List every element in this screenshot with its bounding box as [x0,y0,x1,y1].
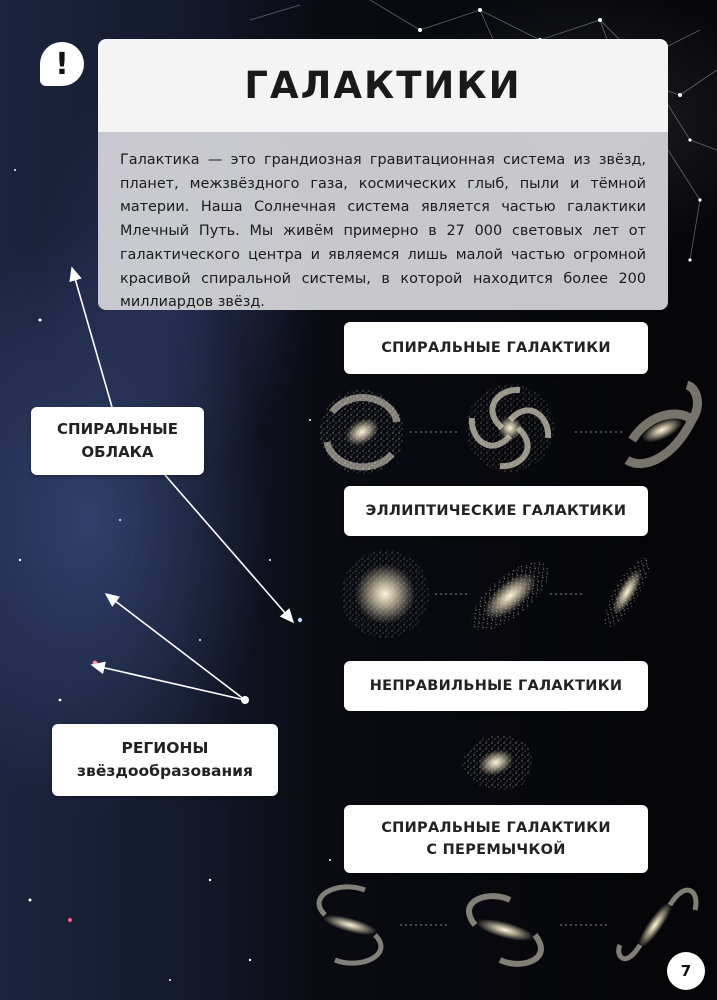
page-number: 7 [667,952,705,990]
irregular-galaxies-text: НЕПРАВИЛЬНЫЕ ГАЛАКТИКИ [369,678,623,694]
spiral-galaxies-label [344,322,648,374]
arrow-origin-dot [241,696,249,704]
regions-label-line1: РЕГИОНЫ [121,739,209,757]
clouds-label-line2: ОБЛАКА [81,443,154,461]
spiral-galaxies-text: СПИРАЛЬНЫЕ ГАЛАКТИКИ [381,340,611,356]
spiral-clouds-label [31,407,204,475]
barred-label-line2: С ПЕРЕМЫЧКОЙ [426,842,566,858]
exclamation-icon: ! [40,42,84,86]
annotation-arrows [72,268,293,700]
barred-label-line1: СПИРАЛЬНЫЕ ГАЛАКТИКИ [381,820,611,836]
barred-spiral-galaxies-label [344,805,648,873]
regions-label-line2: звёздообразования [77,762,253,780]
elliptical-galaxies-label [344,486,648,536]
intro-text: Галактика — это грандиозная гравитационная система из звёзд, планет, межзвёздного газа, космических глыб, пыли и тёмной материи. Наша Солнечная система является частью галактики Млечный Путь. Мы живём примерно в 27 000 световых лет от галактического центра и являемся лишь малой частью огромной красивой спиральной системы, в которой находится более 200 миллиардов звёзд. [120,152,646,311]
page-title: ГАЛАКТИКИ [244,64,522,107]
clouds-label-line1: СПИРАЛЬНЫЕ [57,420,178,438]
intro-panel [98,132,668,310]
elliptical-galaxies-text: ЭЛЛИПТИЧЕСКИЕ ГАЛАКТИКИ [365,503,627,519]
irregular-galaxies-label [344,661,648,711]
star-formation-regions-label [52,724,278,796]
title-panel [98,39,668,132]
